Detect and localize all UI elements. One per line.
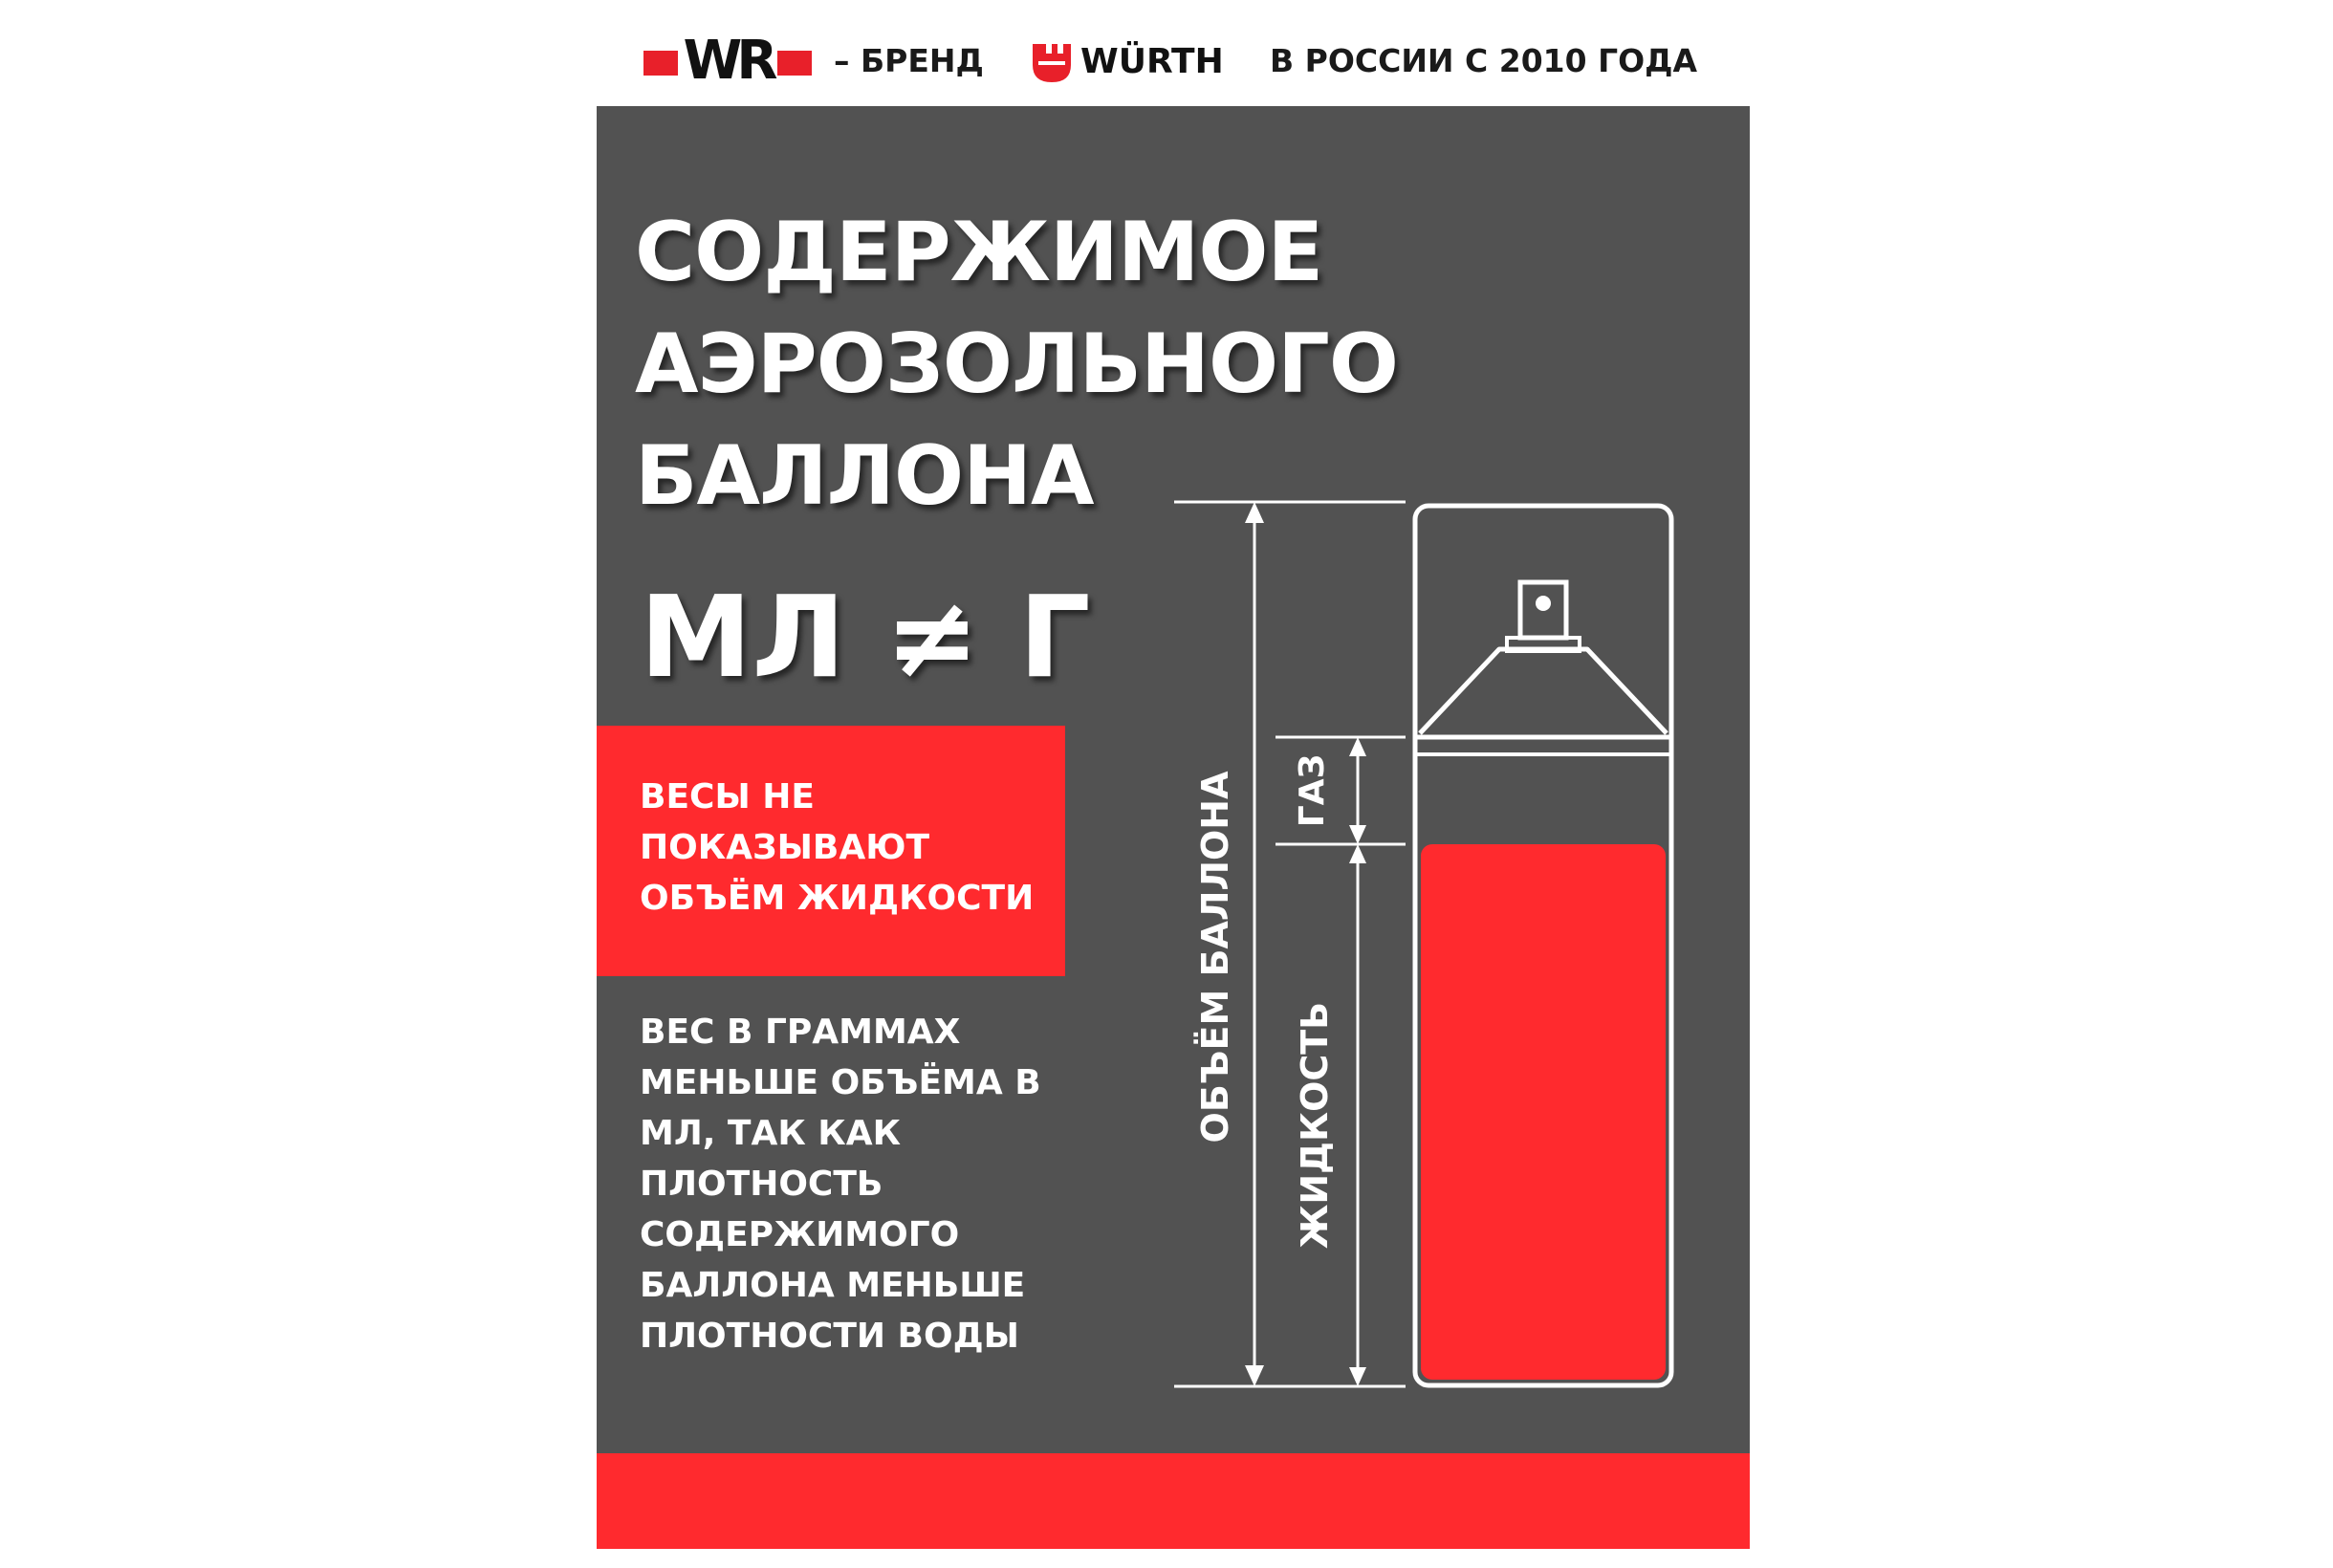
gas-arrow xyxy=(1349,737,1366,844)
brand-since-text: В РОССИИ С 2010 ГОДА xyxy=(1270,42,1698,79)
poster-title-line: СОДЕРЖИМОЕ xyxy=(635,205,1323,300)
explanation-line: МЕНЬШЕ ОБЪЁМА В xyxy=(640,1063,1041,1102)
poster-title-line: АЭРОЗОЛЬНОГО xyxy=(635,316,1398,412)
scales-note-line: ПОКАЗЫВАЮТ xyxy=(640,828,930,867)
poster xyxy=(597,106,1750,1549)
ml-not-equal-g-formula: МЛ ≠ Г xyxy=(640,571,1091,703)
scales-note-line: ВЕСЫ НЕ xyxy=(640,777,816,817)
explanation-line: МЛ, ТАК КАК xyxy=(640,1114,902,1153)
wurth-logo xyxy=(1031,38,1236,86)
wr-logo-red-left xyxy=(643,51,678,76)
gas-label: ГАЗ xyxy=(1293,753,1332,828)
brand-dash-text: – БРЕНД xyxy=(834,42,984,79)
explanation-line: СОДЕРЖИМОГО xyxy=(640,1215,960,1254)
volume-arrow xyxy=(1245,502,1264,1386)
bottom-red-strip xyxy=(597,1453,1750,1549)
explanation-line: БАЛЛОНА МЕНЬШЕ xyxy=(640,1266,1026,1305)
aerosol-can xyxy=(1415,506,1671,1385)
volume-label: ОБЪЁМ БАЛЛОНА xyxy=(1194,771,1236,1143)
liquid-label: ЖИДКОСТЬ xyxy=(1294,1001,1336,1250)
brand-bar xyxy=(0,29,2333,96)
can-dome xyxy=(1420,649,1667,733)
wurth-logo-text: WÜRTH xyxy=(1080,42,1224,81)
can-liquid-fill xyxy=(1421,844,1666,1380)
poster-title-line: БАЛЛОНА xyxy=(635,428,1094,524)
wr-logo-red-right xyxy=(777,51,812,76)
explanation-line: ВЕС В ГРАММАХ xyxy=(640,1013,961,1052)
explanation-line: ПЛОТНОСТЬ xyxy=(640,1165,883,1204)
explanation-line: ПЛОТНОСТИ ВОДЫ xyxy=(640,1317,1019,1356)
can-nozzle xyxy=(1536,596,1551,611)
wr-logo-text: WR xyxy=(683,30,773,92)
scales-note-line: ОБЪЁМ ЖИДКОСТИ xyxy=(640,879,1035,918)
liquid-arrow xyxy=(1349,844,1366,1386)
wr-logo xyxy=(643,30,812,92)
aerosol-can-diagram xyxy=(597,106,1750,1549)
wurth-logo-icon xyxy=(1031,40,1073,84)
